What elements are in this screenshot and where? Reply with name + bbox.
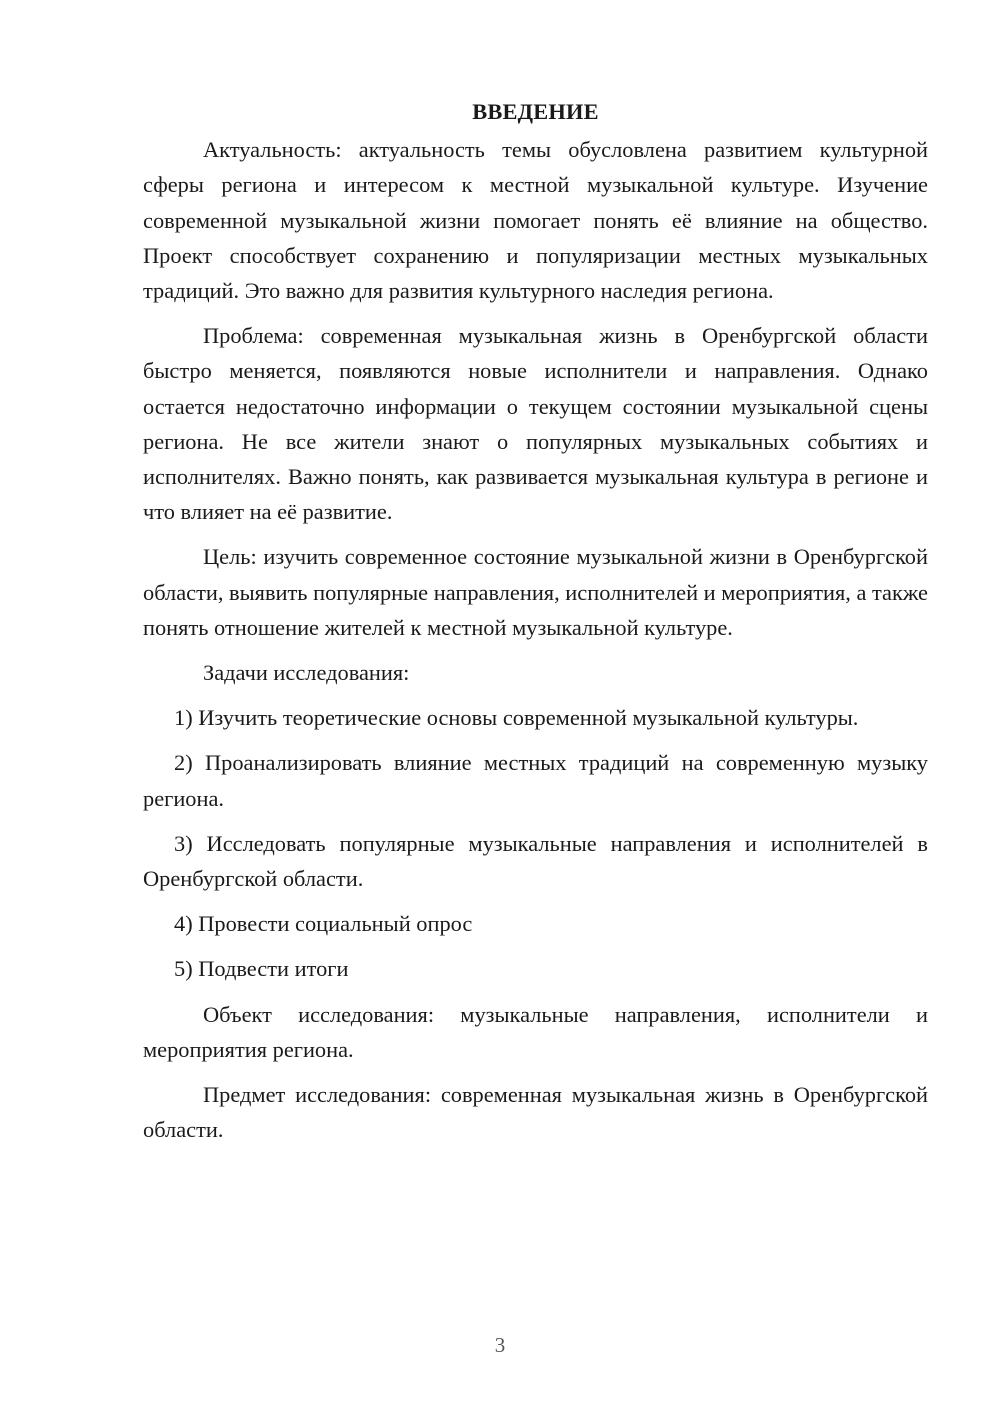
problem-paragraph: Проблема: современная музыкальная жизнь в Оренбургской области быстро меняется, появляются новые исполнители и направления. Однако остается недостаточно информации о текущем состоянии музыкальной сцены региона. Не все жители знают о популярных музыкальных событиях и исполнителях. Важно понять, как развивается музыкальная культура в регионе и что влияет на её развитие. xyxy=(143,323,928,525)
section-title: ВВЕДЕНИЕ xyxy=(472,99,599,124)
document-page xyxy=(143,94,928,1157)
goal-paragraph: Цель: изучить современное состояние музыкальной жизни в Оренбургской области, выявить популярные направления, исполнителей и мероприятия, а также понять отношение жителей к местной музыкальной культуре. xyxy=(143,544,928,640)
task-item-4: 4) Провести социальный опрос xyxy=(174,911,473,937)
tasks-heading: Задачи исследования: xyxy=(203,660,410,686)
page-number: 3 xyxy=(494,1333,506,1357)
subject-paragraph: Предмет исследования: современная музыкальная жизнь в Оренбургской области. xyxy=(143,1082,928,1143)
object-paragraph: Объект исследования: музыкальные направления, исполнители и мероприятия региона. xyxy=(143,1001,928,1062)
task-item-2: 2) Проанализировать влияние местных традиций на современную музыку региона. xyxy=(143,750,928,811)
task-item-3: 3) Исследовать популярные музыкальные направления и исполнителей в Оренбургской области. xyxy=(143,830,928,892)
task-item-5: 5) Подвести итоги xyxy=(174,956,349,982)
task-item-1: 1) Изучить теоретические основы современной музыкальной культуры. xyxy=(174,705,859,731)
relevance-paragraph: Актуальность: актуальность темы обусловлена развитием культурной сферы региона и интересом к местной музыкальной культуре. Изучение современной музыкальной жизни помогает понять её влияние на общество. Проект способствует сохранению и популяризации местных музыкальных традиций. Это важно для развития культурного наследия региона. xyxy=(143,137,928,304)
